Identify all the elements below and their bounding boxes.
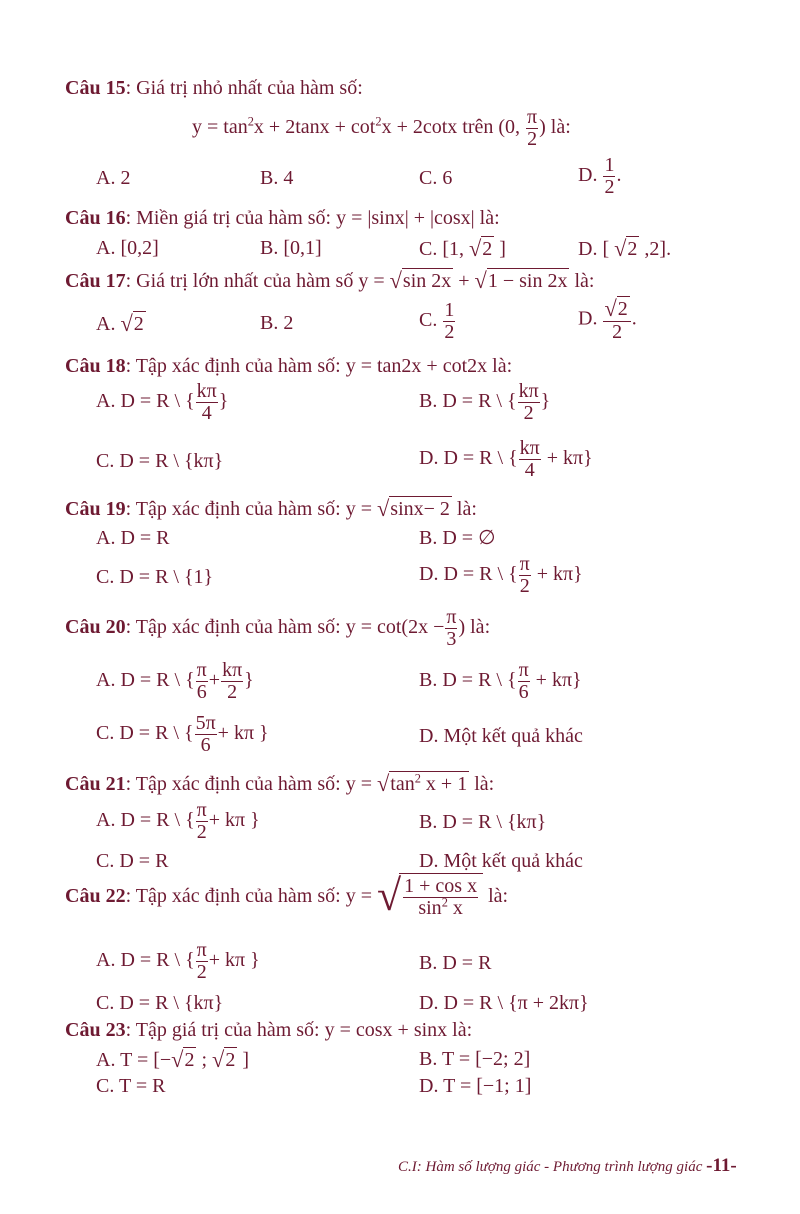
q21-option-d: D. Một kết quả khác: [419, 850, 583, 872]
q19-option-d: D. D = R \ { $\frac{\pi}{2}$ + kπ}: [419, 553, 583, 597]
q21-option-c: C. D = R: [96, 850, 169, 872]
q21-stem: Câu 21: Tập xác định của hàm số: $y = √\tan^2$ x + 1 là:: [65, 771, 495, 796]
q16-option-c: C. [1, √2 ]: [419, 236, 506, 261]
q17-option-b: B. 2: [260, 312, 294, 334]
q22-option-c: C. D = R \ {kπ}: [96, 992, 224, 1014]
q19-option-a: A. D = R: [96, 527, 170, 549]
q22-stem: Câu 22: Tập xác định của hàm số: y = √ $\frac{\text{1 + cos x}}{\sin^2 x}$ là:: [65, 871, 509, 920]
q21-option-b: B. D = R \ {kπ}: [419, 811, 547, 833]
q17-stem: Câu 17: Giá trị lớn nhất của hàm số y = √sin 2x + √1 − sin 2x là:: [65, 268, 595, 293]
q20-label: Câu 20: [65, 616, 126, 639]
q23-option-c: C. T = R: [96, 1075, 166, 1097]
q22-option-a: A. D = R \ { $\frac{\pi}{2}$ + kπ }: [96, 939, 260, 983]
q20-option-a: A. D = R \ { $\frac{\pi}{6}$ + $\frac{k\pi}{2}$ }: [96, 659, 254, 703]
q22-option-b: B. D = R: [419, 952, 492, 974]
q16-stem: Câu 16: Miền giá trị của hàm số: y = |sinx| + |cosx| là:: [65, 207, 500, 229]
footer-chapter-title: C.I: Hàm số lượng giác - Phương trình lượng giác: [398, 1159, 703, 1175]
q19-option-c: C. D = R \ {1}: [96, 566, 214, 588]
q18-option-d: D. D = R \ { $\frac{k\pi}{4}$ + kπ}: [419, 437, 593, 481]
q23-option-b: B. T = [−2; 2]: [419, 1048, 531, 1070]
q18-option-b: B. D = R \ { $\frac{k\pi}{2}$ }: [419, 380, 551, 424]
q15-formula: $y = \tan^2x + 2\tan x + \cot^2x + 2\cot x$ trên (0, $\frac{\pi}{2}$ ) là:: [192, 106, 571, 150]
q22-option-d: D. D = R \ {π + 2kπ}: [419, 992, 589, 1014]
q18-label: Câu 18: [65, 355, 126, 377]
q17-option-a: A. √2: [96, 311, 144, 336]
q16-option-d: D. [ √2 ,2].: [578, 236, 672, 261]
q23-option-a: A. T = [−√2 ; √2 ]: [96, 1047, 249, 1072]
q23-stem: Câu 23: Tập giá trị của hàm số: y = cosx + sinx là:: [65, 1019, 473, 1041]
q17-option-d: D. $\frac{√2}{2}$ .: [578, 296, 637, 343]
q18-option-a: A. D = R \ { $\frac{k\pi}{4}$ }: [96, 380, 229, 424]
q15-option-d: D. $\frac{1}{2}$ .: [578, 154, 622, 198]
q20-option-c: C. D = R \ { $\frac{5\pi}{6}$ + kπ }: [96, 712, 269, 756]
q17-option-c: C. $\frac{1}{2}$: [419, 299, 455, 343]
q21-label: Câu 21: [65, 773, 126, 795]
q19-stem: Câu 19: Tập xác định của hàm số: y = √sinx− 2 là:: [65, 496, 477, 521]
q20-option-b: B. D = R \ { $\frac{\pi}{6}$ + kπ}: [419, 659, 582, 703]
q20-option-d: D. Một kết quả khác: [419, 725, 583, 747]
q16-label: Câu 16: [65, 207, 126, 229]
q20-stem: Câu 20: Tập xác định của hàm số: y = cot(2x − $\frac{\pi}{3}$ ) là:: [65, 606, 491, 650]
q19-option-b: B. D = ∅: [419, 527, 496, 549]
q19-label: Câu 19: [65, 498, 126, 520]
q18-stem: Câu 18: Tập xác định của hàm số: y = tan2x + cot2x là:: [65, 355, 513, 377]
page-number: -11-: [706, 1155, 737, 1176]
q16-option-b: B. [0,1]: [260, 237, 322, 259]
q23-option-d: D. T = [−1; 1]: [419, 1075, 532, 1097]
q15-label: Câu 15: [65, 77, 126, 99]
q21-option-a: A. D = R \ { $\frac{\pi}{2}$ + kπ }: [96, 799, 260, 843]
q16-option-a: A. [0,2]: [96, 237, 159, 259]
q18-option-c: C. D = R \ {kπ}: [96, 450, 224, 472]
q15-option-b: B. 4: [260, 167, 294, 189]
q15-stem: Câu 15: Giá trị nhỏ nhất của hàm số:: [65, 77, 363, 99]
q17-label: Câu 17: [65, 270, 126, 292]
q23-label: Câu 23: [65, 1019, 126, 1041]
q15-option-c: C. 6: [419, 167, 453, 189]
page-footer: [398, 1156, 737, 1175]
q15-option-a: A. 2: [96, 167, 131, 189]
q22-label: Câu 22: [65, 885, 126, 907]
